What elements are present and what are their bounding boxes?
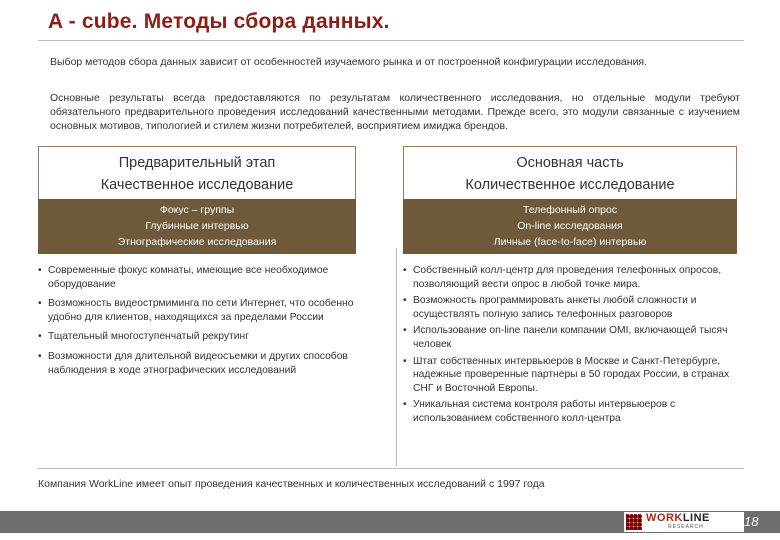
page-title: A - cube. Методы сбора данных. <box>48 10 390 33</box>
list-item <box>38 350 356 377</box>
page-number: 18 <box>744 514 759 529</box>
intro-paragraph: Основные результаты всегда предоставляются по результатам количественного исследования, но отдельные модули требуют обязательного предварительного проведения исследований качественными методами. Прежде всего, это модули связанные с изучением основных мотивов, типологией и стилем жизни потребителей, восприятием имиджа брендов. <box>50 92 740 132</box>
list-item-text: Штат собственных интервьюеров в Москве и Санкт-Петербурге, надежные проверенные партнеры в 50 городах России, в странах СНГ и Восточной Европы. <box>413 355 730 394</box>
qualitative-column <box>38 146 356 383</box>
qualitative-bullet-list <box>38 264 356 377</box>
bullet-icon: • <box>403 295 407 307</box>
list-item <box>403 324 737 351</box>
bullet-icon: • <box>403 355 407 367</box>
quantitative-header-type: Количественное исследование <box>465 177 675 193</box>
method-item: On-line исследования <box>517 220 623 232</box>
logo-grid-icon <box>626 514 642 530</box>
quantitative-column <box>403 146 737 429</box>
bullet-icon: • <box>38 331 42 343</box>
list-item <box>403 264 737 291</box>
method-item: Этнографические исследования <box>117 236 277 248</box>
logo-wordmark <box>646 512 710 524</box>
qualitative-header <box>38 146 356 199</box>
bullet-icon: • <box>38 298 42 310</box>
bullet-icon: • <box>403 325 407 337</box>
list-item-text: Возможности для длительной видеосъемки и других способов наблюдения в ходе этнографических исследований <box>48 350 348 376</box>
method-item: Личные (face-to-face) интервью <box>493 236 647 248</box>
bullet-icon: • <box>38 265 42 276</box>
bullet-icon: • <box>38 350 42 362</box>
workline-logo <box>624 512 744 532</box>
list-item <box>403 355 737 396</box>
intro-line: Выбор методов сбора данных зависит от особенностей изучаемого рынка и от построенной конфигурации исследования. <box>50 56 648 68</box>
method-item: Глубинные интервью <box>145 220 249 232</box>
logo-text-line: LINE <box>682 512 710 524</box>
column-divider <box>396 248 397 466</box>
list-item <box>38 330 356 344</box>
quantitative-methods-band <box>403 199 737 254</box>
bullet-icon: • <box>403 399 407 411</box>
list-item <box>38 264 356 291</box>
quantitative-header-stage: Основная часть <box>516 155 624 171</box>
method-item: Телефонный опрос <box>522 204 618 216</box>
footer-divider <box>38 468 744 469</box>
list-item-text: Возможность видеострмиминга по сети Интернет, что особенно удобно для клиентов, находящихся за пределами России <box>48 298 354 323</box>
qualitative-header-stage: Предварительный этап <box>118 155 276 171</box>
list-item <box>403 398 737 425</box>
list-item-text: Уникальная система контроля работы интервьюеров с использованием собственного колл-центра <box>413 399 676 424</box>
list-item <box>38 297 356 324</box>
list-item-text: Современные фокус комнаты, имеющие все необходимое оборудование <box>48 265 329 290</box>
logo-text-work: WORK <box>646 512 683 524</box>
list-item <box>403 294 737 321</box>
qualitative-header-type: Качественное исследование <box>100 177 294 193</box>
list-item-text: Тщательный многоступенчатый рекрутинг <box>48 331 249 343</box>
qualitative-methods-band <box>38 199 356 254</box>
quantitative-header <box>403 146 737 199</box>
method-item: Фокус – группы <box>159 204 235 216</box>
list-item-text: Собственный колл-центр для проведения телефонных опросов, позволяющий вести опрос в любой точке мира. <box>413 265 722 290</box>
quantitative-bullet-list <box>403 264 737 426</box>
list-item-text: Использование on-line панели компании OMI, включающей тысяч человек <box>413 325 728 350</box>
footer-note: Компания WorkLine имеет опыт проведения качественных и количественных исследований с 1997 года <box>38 478 545 490</box>
bullet-icon: • <box>403 265 407 276</box>
list-item-text: Возможность программировать анкеты любой сложности и осуществлять полную запись телефонных разговоров <box>413 295 697 320</box>
logo-subtitle: RESEARCH <box>668 524 704 530</box>
title-divider <box>38 40 744 41</box>
